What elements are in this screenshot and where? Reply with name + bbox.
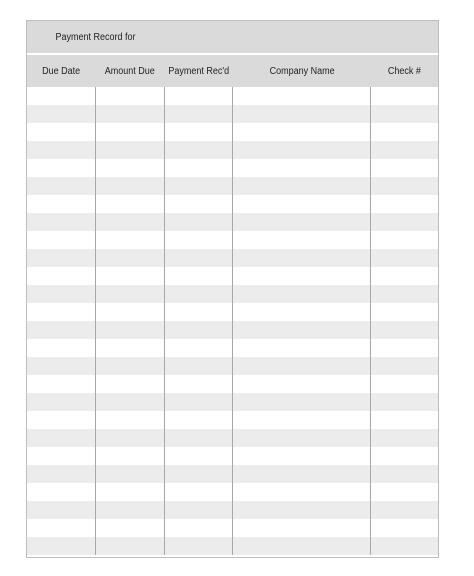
check-number-cell[interactable]: [371, 339, 438, 357]
due-date-cell[interactable]: [27, 465, 96, 483]
amount-due-cell[interactable]: [96, 465, 165, 483]
record-table-body: [27, 87, 438, 557]
check-number-cell[interactable]: [371, 537, 438, 555]
check-number-cell[interactable]: [371, 285, 438, 303]
column-header-check-number: Check #: [388, 65, 422, 77]
table-row: [27, 195, 438, 213]
table-row: [27, 123, 438, 141]
check-number-cell[interactable]: [371, 519, 438, 537]
payment-recd-cell[interactable]: [165, 303, 234, 321]
payment-recd-cell[interactable]: [165, 159, 234, 177]
payment-recd-cell[interactable]: [165, 105, 234, 123]
payment-recd-cell[interactable]: [165, 519, 234, 537]
table-row: [27, 87, 438, 105]
due-date-cell[interactable]: [27, 105, 96, 123]
payment-recd-cell[interactable]: [165, 339, 234, 357]
company-name-cell[interactable]: [233, 285, 371, 303]
payment-recd-cell[interactable]: [165, 123, 234, 141]
company-name-cell[interactable]: [233, 483, 371, 501]
amount-due-cell[interactable]: [96, 123, 165, 141]
check-number-cell[interactable]: [371, 357, 438, 375]
payment-record-form: [26, 20, 439, 558]
due-date-cell[interactable]: [27, 429, 96, 447]
company-name-cell[interactable]: [233, 537, 371, 555]
table-row: [27, 537, 438, 555]
company-name-cell[interactable]: [233, 249, 371, 267]
amount-due-cell[interactable]: [96, 87, 165, 105]
check-number-cell[interactable]: [371, 393, 438, 411]
amount-due-cell[interactable]: [96, 447, 165, 465]
table-row: [27, 501, 438, 519]
table-row: [27, 231, 438, 249]
amount-due-cell[interactable]: [96, 321, 165, 339]
table-row: [27, 483, 438, 501]
table-row: [27, 375, 438, 393]
due-date-cell[interactable]: [27, 447, 96, 465]
payment-recd-cell[interactable]: [165, 141, 234, 159]
company-name-cell[interactable]: [233, 357, 371, 375]
check-number-cell[interactable]: [371, 411, 438, 429]
check-number-cell[interactable]: [371, 177, 438, 195]
payment-recd-cell[interactable]: [165, 285, 234, 303]
check-number-cell[interactable]: [371, 465, 438, 483]
amount-due-cell[interactable]: [96, 267, 165, 285]
due-date-cell[interactable]: [27, 393, 96, 411]
company-name-cell[interactable]: [233, 411, 371, 429]
company-name-cell[interactable]: [233, 87, 371, 105]
payment-recd-cell[interactable]: [165, 87, 234, 105]
payment-recd-cell[interactable]: [165, 267, 234, 285]
table-row: [27, 159, 438, 177]
payment-recd-cell[interactable]: [165, 393, 234, 411]
check-number-cell[interactable]: [371, 231, 438, 249]
amount-due-cell[interactable]: [96, 195, 165, 213]
column-header-row: [27, 53, 438, 87]
check-number-cell[interactable]: [371, 321, 438, 339]
table-row: [27, 339, 438, 357]
title-name-field[interactable]: [164, 21, 438, 53]
check-number-cell[interactable]: [371, 429, 438, 447]
due-date-cell[interactable]: [27, 321, 96, 339]
payment-recd-cell[interactable]: [165, 501, 234, 519]
title-bar: [27, 21, 438, 53]
amount-due-cell[interactable]: [96, 105, 165, 123]
check-number-cell[interactable]: [371, 159, 438, 177]
payment-recd-cell[interactable]: [165, 357, 234, 375]
due-date-cell[interactable]: [27, 519, 96, 537]
table-row: [27, 285, 438, 303]
due-date-cell[interactable]: [27, 213, 96, 231]
amount-due-cell[interactable]: [96, 537, 165, 555]
due-date-cell[interactable]: [27, 195, 96, 213]
column-header-payment-recd: Payment Rec'd: [168, 65, 230, 77]
payment-recd-cell[interactable]: [165, 411, 234, 429]
check-number-cell[interactable]: [371, 267, 438, 285]
due-date-cell[interactable]: [27, 159, 96, 177]
form-title: Payment Record for: [55, 31, 136, 43]
table-row: [27, 267, 438, 285]
table-row: [27, 519, 438, 537]
company-name-cell[interactable]: [233, 195, 371, 213]
due-date-cell[interactable]: [27, 501, 96, 519]
due-date-cell[interactable]: [27, 177, 96, 195]
company-name-cell[interactable]: [233, 447, 371, 465]
payment-recd-cell[interactable]: [165, 483, 234, 501]
company-name-cell[interactable]: [233, 321, 371, 339]
table-row: [27, 105, 438, 123]
company-name-cell[interactable]: [233, 231, 371, 249]
amount-due-cell[interactable]: [96, 411, 165, 429]
check-number-cell[interactable]: [371, 123, 438, 141]
amount-due-cell[interactable]: [96, 483, 165, 501]
check-number-cell[interactable]: [371, 303, 438, 321]
company-name-cell[interactable]: [233, 393, 371, 411]
company-name-cell[interactable]: [233, 501, 371, 519]
due-date-cell[interactable]: [27, 357, 96, 375]
column-header-company-name: Company Name: [269, 65, 335, 77]
amount-due-cell[interactable]: [96, 429, 165, 447]
payment-recd-cell[interactable]: [165, 195, 234, 213]
amount-due-cell[interactable]: [96, 285, 165, 303]
payment-recd-cell[interactable]: [165, 375, 234, 393]
due-date-cell[interactable]: [27, 483, 96, 501]
check-number-cell[interactable]: [371, 483, 438, 501]
amount-due-cell[interactable]: [96, 177, 165, 195]
payment-recd-cell[interactable]: [165, 249, 234, 267]
due-date-cell[interactable]: [27, 249, 96, 267]
table-row: [27, 465, 438, 483]
company-name-cell[interactable]: [233, 375, 371, 393]
due-date-cell[interactable]: [27, 303, 96, 321]
company-name-cell[interactable]: [233, 213, 371, 231]
company-name-cell[interactable]: [233, 159, 371, 177]
table-row: [27, 357, 438, 375]
company-name-cell[interactable]: [233, 105, 371, 123]
column-header-amount-due: Amount Due: [105, 65, 156, 77]
due-date-cell[interactable]: [27, 375, 96, 393]
payment-recd-cell[interactable]: [165, 447, 234, 465]
company-name-cell[interactable]: [233, 141, 371, 159]
table-row: [27, 447, 438, 465]
amount-due-cell[interactable]: [96, 339, 165, 357]
due-date-cell[interactable]: [27, 267, 96, 285]
amount-due-cell[interactable]: [96, 375, 165, 393]
company-name-cell[interactable]: [233, 429, 371, 447]
company-name-cell[interactable]: [233, 177, 371, 195]
company-name-cell[interactable]: [233, 465, 371, 483]
table-row: [27, 429, 438, 447]
table-row: [27, 411, 438, 429]
table-row: [27, 141, 438, 159]
due-date-cell[interactable]: [27, 285, 96, 303]
company-name-cell[interactable]: [233, 303, 371, 321]
check-number-cell[interactable]: [371, 195, 438, 213]
check-number-cell[interactable]: [371, 249, 438, 267]
payment-recd-cell[interactable]: [165, 465, 234, 483]
check-number-cell[interactable]: [371, 87, 438, 105]
table-row: [27, 303, 438, 321]
table-row: [27, 249, 438, 267]
company-name-cell[interactable]: [233, 123, 371, 141]
table-row: [27, 177, 438, 195]
amount-due-cell[interactable]: [96, 357, 165, 375]
amount-due-cell[interactable]: [96, 519, 165, 537]
amount-due-cell[interactable]: [96, 213, 165, 231]
check-number-cell[interactable]: [371, 375, 438, 393]
company-name-cell[interactable]: [233, 267, 371, 285]
payment-recd-cell[interactable]: [165, 537, 234, 555]
due-date-cell[interactable]: [27, 141, 96, 159]
payment-recd-cell[interactable]: [165, 213, 234, 231]
check-number-cell[interactable]: [371, 105, 438, 123]
payment-recd-cell[interactable]: [165, 231, 234, 249]
check-number-cell[interactable]: [371, 141, 438, 159]
amount-due-cell[interactable]: [96, 159, 165, 177]
payment-recd-cell[interactable]: [165, 177, 234, 195]
check-number-cell[interactable]: [371, 501, 438, 519]
due-date-cell[interactable]: [27, 87, 96, 105]
due-date-cell[interactable]: [27, 411, 96, 429]
company-name-cell[interactable]: [233, 339, 371, 357]
check-number-cell[interactable]: [371, 447, 438, 465]
amount-due-cell[interactable]: [96, 249, 165, 267]
payment-recd-cell[interactable]: [165, 429, 234, 447]
amount-due-cell[interactable]: [96, 231, 165, 249]
company-name-cell[interactable]: [233, 519, 371, 537]
column-header-due-date: Due Date: [42, 65, 81, 77]
amount-due-cell[interactable]: [96, 393, 165, 411]
amount-due-cell[interactable]: [96, 141, 165, 159]
payment-recd-cell[interactable]: [165, 321, 234, 339]
due-date-cell[interactable]: [27, 339, 96, 357]
table-row: [27, 393, 438, 411]
due-date-cell[interactable]: [27, 537, 96, 555]
amount-due-cell[interactable]: [96, 501, 165, 519]
check-number-cell[interactable]: [371, 213, 438, 231]
due-date-cell[interactable]: [27, 231, 96, 249]
table-row: [27, 321, 438, 339]
amount-due-cell[interactable]: [96, 303, 165, 321]
table-row: [27, 213, 438, 231]
due-date-cell[interactable]: [27, 123, 96, 141]
